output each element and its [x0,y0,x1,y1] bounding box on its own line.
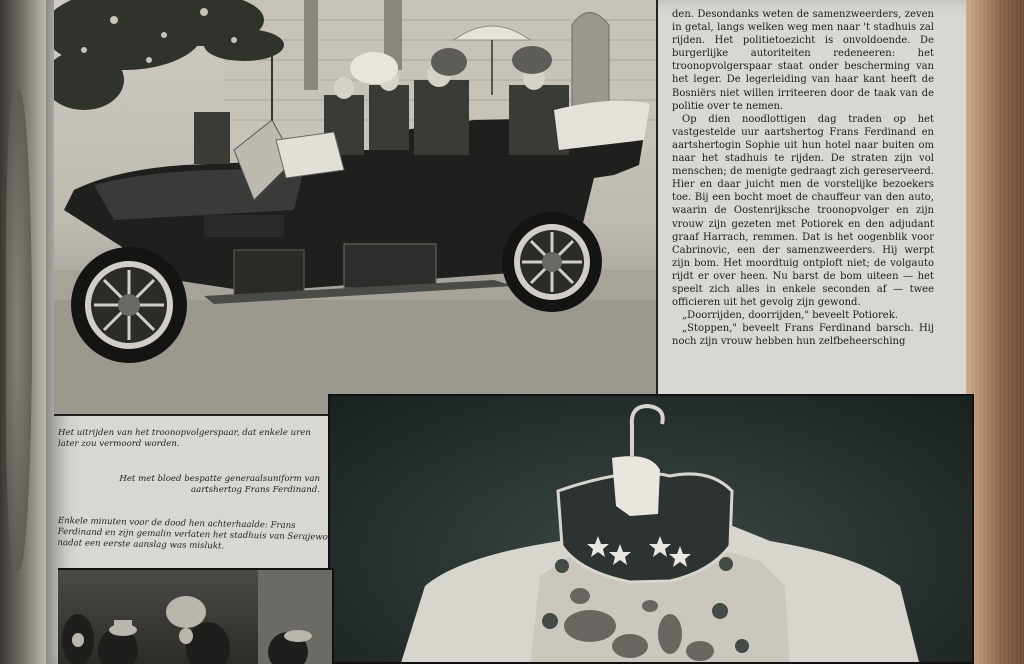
article-paragraph: „Stoppen," beveelt Frans Ferdinand barsch. Hij noch zijn vrouw hebben hun zelfbeheersching [672,323,934,348]
caption-crowd-photo: Enkele minuten voor de dood hen achterhaalde: Frans Ferdinand en zijn gemalin verlaten het stadhuis van Serajewo nadat een eerste aanslag was mislukt. [57,516,328,552]
article-paragraph: Op dien noodlottigen dag traden op het vastgestelde uur aartshertog Frans Ferdinand en aartshertogin Sophie uit hun hotel naar buiten om naar het stadhuis te rijden. De straten zijn vol menschen; de menigte gedraagt zich gereserveerd. Hier en daar juicht men de vorstelijke bezoekers toe. Bij een bocht moet de chauffeur van den auto, waarin de Oostenrijksche troonopvolger en zijn vrouw zijn gezeten met Potiorek en den adjudant graaf Harrach, remmen. Dat is het oogenblik voor Cabrinovic, een der samenzweerders. Hij werpt zijn bom. Het moordtuig ontploft niet; de volgauto rijdt er over heen. Nu barst de bom uiteen — het speelt zich alles in enkele seconden af — twee officieren uit het gevolg zijn gewond. [672,113,934,309]
caption-car-photo: Het uitrijden van het troonopvolgerspaar, dat enkele uren later zou vermoord worden. [58,428,311,449]
car-photo-illustration [54,0,658,416]
caption-uniform-photo: Het met bloed bespatte generaalsuniform van aartshertog Frans Ferdinand. [119,474,320,495]
photo-crowd-town-hall [58,568,334,664]
photo-bloodstained-uniform [328,394,974,664]
uniform-photo-illustration [330,396,974,664]
rear-wheel [502,212,602,312]
article-paragraph: den. Desondanks weten de samenzweerders, zeven in getal, langs welken weg men naar 't stadhuis zal rijden. Het politietoezicht is onvoldoende. De burgerlijke autoriteiten redeneeren: het troonopvolgerspaar staat onder bescherming van het leger. De legerleiding van haar kant heeft de Bosniërs niet willen irriteeren door de taak van de politie over te nemen. [672,9,934,112]
article-body [672,8,934,368]
book-spine-left [0,0,52,664]
article-paragraph: „Doorrijden, doorrijden," beveelt Potiorek. [682,310,898,322]
front-wheel [71,247,187,363]
page-curl [6,90,32,570]
crowd-photo-illustration [58,570,334,664]
book-page-edge [966,0,1024,664]
photo-motorcade-car [54,0,658,416]
